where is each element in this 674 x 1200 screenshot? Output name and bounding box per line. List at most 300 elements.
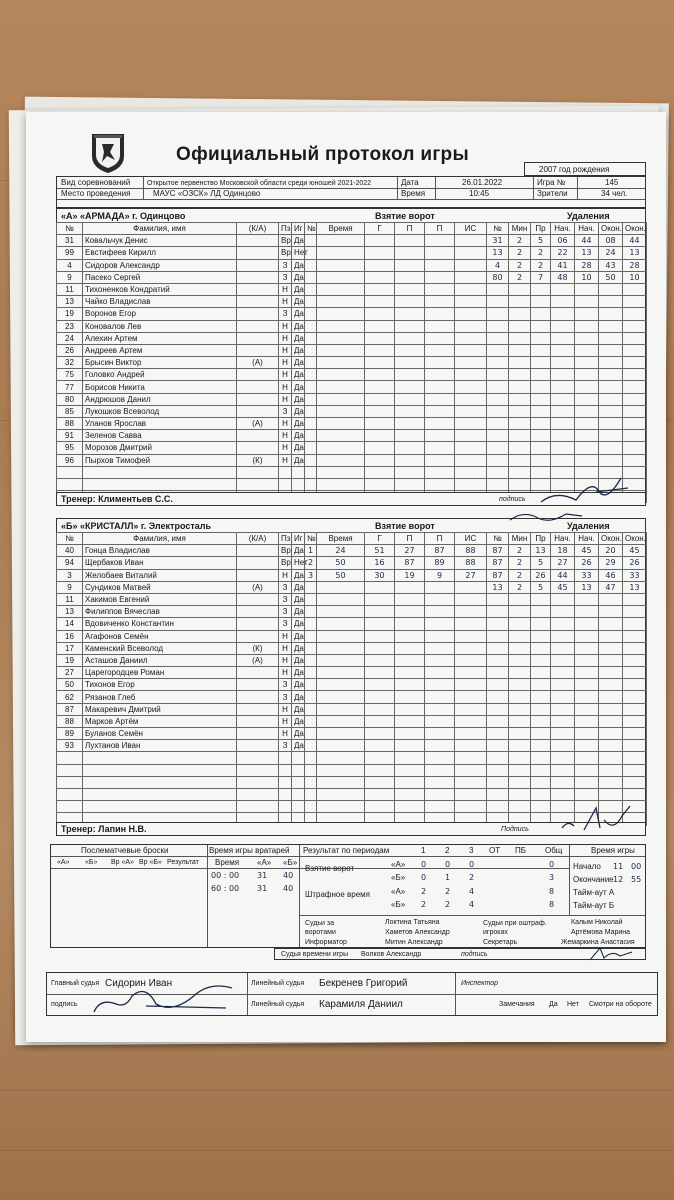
player-name: Щербаков Иван <box>83 557 237 569</box>
penalties-cell <box>599 332 623 344</box>
see-back-label: Смотри на обороте <box>589 1001 652 1008</box>
table-row <box>305 740 487 752</box>
penalties-cell: 2 <box>509 247 531 259</box>
period-col: 2 <box>445 846 450 855</box>
player-ka <box>237 320 279 332</box>
penalties-cell <box>487 332 509 344</box>
penalties-cell <box>531 393 551 405</box>
start-h: 11 <box>613 862 624 871</box>
penalties-cell <box>575 430 599 442</box>
penalties-cell <box>509 332 531 344</box>
goals-cell <box>395 593 425 605</box>
penalties-cell: 28 <box>575 259 599 271</box>
table-header-row <box>57 223 305 235</box>
table-row <box>57 630 305 642</box>
player-number: 95 <box>57 442 83 454</box>
penalties-cell <box>531 296 551 308</box>
table-row <box>487 752 647 764</box>
end-h: 12 <box>613 875 624 884</box>
table-row <box>487 569 647 581</box>
goals-cell <box>365 788 395 800</box>
player-plays <box>292 478 305 490</box>
player-plays: Да <box>292 593 305 605</box>
table-row <box>487 642 647 654</box>
table-row <box>487 296 647 308</box>
player-plays: Да <box>292 654 305 666</box>
penalties-cell <box>487 618 509 630</box>
penalties-cell <box>623 357 647 369</box>
player-ka <box>237 667 279 679</box>
penalties-cell <box>623 764 647 776</box>
player-ka <box>237 630 279 642</box>
penalties-cell <box>599 381 623 393</box>
penalties-cell: 5 <box>531 581 551 593</box>
col-start: Нач. <box>551 533 575 545</box>
player-number: 75 <box>57 369 83 381</box>
penalties-cell <box>551 405 575 417</box>
col-number: № <box>487 533 509 545</box>
goals-cell <box>317 593 365 605</box>
penalties-cell <box>575 776 599 788</box>
penalties-cell <box>551 618 575 630</box>
goals-cell <box>305 332 317 344</box>
table-row <box>57 642 305 654</box>
penalties-cell <box>487 430 509 442</box>
col-number: № <box>487 223 509 235</box>
goals-cell <box>365 235 395 247</box>
goals-cell <box>425 630 455 642</box>
penalties-cell <box>575 442 599 454</box>
player-plays: Да <box>292 545 305 557</box>
goals-cell <box>317 454 365 466</box>
penalties-cell: 13 <box>531 545 551 557</box>
penalties-cell: 50 <box>599 271 623 283</box>
period-col: ПБ <box>515 846 526 855</box>
penalties-cell <box>487 740 509 752</box>
goals-cell <box>317 740 365 752</box>
penalties-cell <box>551 728 575 740</box>
penalties-cell <box>599 430 623 442</box>
penalties-cell: 45 <box>623 545 647 557</box>
goals-cell <box>455 247 487 259</box>
yes-label: Да <box>549 1001 558 1008</box>
goals-cell: 27 <box>455 569 487 581</box>
team-a-title: «А» «АРМАДА» г. Одинцово <box>61 211 186 221</box>
player-plays: Да <box>292 430 305 442</box>
goals-cell <box>425 764 455 776</box>
goals-cell <box>425 776 455 788</box>
table-row <box>487 381 647 393</box>
player-ka <box>237 618 279 630</box>
goals-cell <box>455 630 487 642</box>
table-row <box>487 618 647 630</box>
player-name: Сундиков Матвей <box>83 581 237 593</box>
goals-cell <box>365 271 395 283</box>
player-plays: Да <box>292 381 305 393</box>
goals-cell <box>395 430 425 442</box>
table-row <box>487 393 647 405</box>
linesman-1: Бекренев Григорий <box>319 978 408 989</box>
player-position: Н <box>279 654 292 666</box>
penalties-cell <box>487 478 509 490</box>
table-row <box>57 259 305 271</box>
penalties-cell <box>575 308 599 320</box>
penalties-cell: 31 <box>487 235 509 247</box>
player-number: 27 <box>57 667 83 679</box>
shootout-col: «А» <box>57 859 70 866</box>
period-val: 1 <box>445 873 451 882</box>
table-row <box>305 679 487 691</box>
table-row <box>305 393 487 405</box>
goals-cell <box>365 691 395 703</box>
col-pz: Пз <box>279 533 292 545</box>
year-box <box>524 162 646 176</box>
penalties-cell <box>551 344 575 356</box>
penalties-cell: 24 <box>599 247 623 259</box>
player-plays: Да <box>292 259 305 271</box>
player-number: 77 <box>57 381 83 393</box>
goals-cell <box>305 296 317 308</box>
penalties-cell <box>487 381 509 393</box>
penalties-cell <box>575 788 599 800</box>
goals-cell <box>305 679 317 691</box>
goals-cell <box>455 703 487 715</box>
table-row <box>305 259 487 271</box>
penalties-cell <box>551 703 575 715</box>
period-val: 0 <box>445 860 451 869</box>
goals-cell <box>317 442 365 454</box>
goals-cell <box>305 393 317 405</box>
player-ka <box>237 801 279 813</box>
penalties-cell <box>551 430 575 442</box>
goals-cell <box>395 776 425 788</box>
penalties-cell <box>599 369 623 381</box>
player-position: З <box>279 271 292 283</box>
penalties-cell <box>531 283 551 295</box>
penalties-cell: 13 <box>487 581 509 593</box>
table-row <box>305 332 487 344</box>
start-label: Начало <box>573 862 601 871</box>
goals-cell <box>455 478 487 490</box>
goals-cell <box>425 715 455 727</box>
player-name: Уланов Ярослав <box>83 418 237 430</box>
penalties-cell <box>509 466 531 478</box>
penalties-cell <box>575 405 599 417</box>
table-row <box>57 752 305 764</box>
goals-cell <box>317 259 365 271</box>
player-plays <box>292 764 305 776</box>
goals-cell <box>365 283 395 295</box>
player-number <box>57 801 83 813</box>
player-number: 19 <box>57 654 83 666</box>
goals-cell <box>365 466 395 478</box>
player-name: Андрюшов Данил <box>83 393 237 405</box>
timekeeper-sign-label: подпись <box>461 951 488 958</box>
table-row <box>305 381 487 393</box>
goals-cell <box>305 606 317 618</box>
player-position: Н <box>279 283 292 295</box>
game-value: 145 <box>605 178 619 187</box>
penalties-cell <box>531 357 551 369</box>
penalties-cell <box>623 630 647 642</box>
goals-cell: 1 <box>305 545 317 557</box>
goals-cell <box>365 454 395 466</box>
table-row <box>487 776 647 788</box>
wood-grain <box>0 1150 674 1151</box>
table-row <box>487 545 647 557</box>
goals-cell <box>395 369 425 381</box>
table-row <box>57 606 305 618</box>
penalties-cell <box>487 320 509 332</box>
penalties-cell <box>623 308 647 320</box>
date-value: 26.01.2022 <box>462 178 503 187</box>
goals-cell <box>305 357 317 369</box>
player-position: З <box>279 679 292 691</box>
penalties-cell <box>509 296 531 308</box>
table-row <box>487 283 647 295</box>
penalties-cell <box>487 308 509 320</box>
table-row <box>57 235 305 247</box>
goals-cell: 50 <box>317 557 365 569</box>
penalties-cell <box>623 788 647 800</box>
penalties-cell <box>551 667 575 679</box>
penalties-cell <box>623 715 647 727</box>
table-row <box>487 654 647 666</box>
goals-cell <box>455 776 487 788</box>
table-row <box>305 430 487 442</box>
player-plays: Да <box>292 740 305 752</box>
table-row <box>57 740 305 752</box>
penalties-cell <box>531 679 551 691</box>
penalties-cell <box>623 332 647 344</box>
player-ka <box>237 405 279 417</box>
player-number <box>57 776 83 788</box>
goals-cell <box>425 801 455 813</box>
penalties-cell <box>575 654 599 666</box>
linesman-label: Линейный судья <box>251 1001 305 1008</box>
penalties-cell <box>575 393 599 405</box>
date-label: Дата <box>401 178 419 187</box>
penalties-cell <box>531 405 551 417</box>
penalties-cell: 43 <box>599 259 623 271</box>
penalties-cell <box>487 776 509 788</box>
penalties-cell <box>531 630 551 642</box>
goal-judge-1: Локтина Татьяна <box>385 919 440 926</box>
table-row <box>57 418 305 430</box>
goals-cell <box>395 606 425 618</box>
shootout-col: Результат <box>167 859 199 866</box>
penalties-cell <box>551 308 575 320</box>
goals-cell: 88 <box>455 545 487 557</box>
penalties-cell <box>623 296 647 308</box>
penalties-cell <box>531 715 551 727</box>
table-row <box>487 630 647 642</box>
goals-cell <box>365 801 395 813</box>
penalties-cell <box>531 606 551 618</box>
team-a-pen-title: Удаления <box>567 211 610 221</box>
player-ka <box>237 381 279 393</box>
goals-cell <box>395 405 425 417</box>
table-row <box>57 332 305 344</box>
period-total: 3 <box>549 873 555 882</box>
player-name: Рязанов Глеб <box>83 691 237 703</box>
penalties-cell <box>509 320 531 332</box>
penalties-cell <box>575 606 599 618</box>
end-label: Окончание <box>573 875 614 884</box>
goals-cell <box>395 581 425 593</box>
player-position: Н <box>279 296 292 308</box>
penalties-cell: 33 <box>575 569 599 581</box>
penalties-cell <box>509 776 531 788</box>
table-row <box>305 630 487 642</box>
goals-cell <box>425 320 455 332</box>
team-a-goals-title: Взятие ворот <box>375 211 435 221</box>
player-position <box>279 466 292 478</box>
table-row <box>57 296 305 308</box>
goals-cell <box>305 271 317 283</box>
penalties-cell <box>599 764 623 776</box>
table-row <box>57 618 305 630</box>
period-val: 0 <box>421 873 427 882</box>
goals-cell <box>365 418 395 430</box>
penalties-cell: 2 <box>509 271 531 283</box>
goals-cell <box>317 703 365 715</box>
goal-judges-label: Судьи за воротами <box>305 920 336 936</box>
penalties-cell: 13 <box>575 581 599 593</box>
table-row <box>57 478 305 490</box>
penalties-cell <box>575 344 599 356</box>
player-position: Н <box>279 430 292 442</box>
shield-logo-icon <box>90 130 126 174</box>
penalties-cell: 2 <box>509 545 531 557</box>
goals-cell <box>395 320 425 332</box>
team-b-sign-label: Подпись <box>501 826 529 833</box>
penalties-cell <box>487 654 509 666</box>
timekeeper-value: Волков Александр <box>361 951 422 958</box>
period-val: 4 <box>469 900 475 909</box>
penalties-cell <box>623 728 647 740</box>
penalties-cell <box>623 593 647 605</box>
table-row <box>57 247 305 259</box>
goals-cell <box>305 654 317 666</box>
penalties-cell <box>551 381 575 393</box>
timekeeper-signature-icon <box>586 944 636 964</box>
goals-cell <box>455 259 487 271</box>
goals-cell <box>425 430 455 442</box>
penalties-cell <box>531 740 551 752</box>
penalties-cell <box>531 788 551 800</box>
penalties-cell <box>531 442 551 454</box>
penalties-cell <box>623 430 647 442</box>
period-val: 2 <box>421 887 427 896</box>
table-row <box>487 691 647 703</box>
player-name <box>83 764 237 776</box>
goals-cell <box>455 308 487 320</box>
goals-cell <box>365 752 395 764</box>
player-position: Н <box>279 728 292 740</box>
player-plays: Да <box>292 418 305 430</box>
pim-row-label: Штрафное время <box>305 890 370 899</box>
penalties-cell: 13 <box>623 247 647 259</box>
penalties-cell: 13 <box>623 581 647 593</box>
goals-cell <box>317 642 365 654</box>
table-row <box>487 715 647 727</box>
remarks-label: Замечания <box>499 1001 535 1008</box>
table-row <box>487 369 647 381</box>
player-plays: Да <box>292 606 305 618</box>
penalties-cell <box>509 344 531 356</box>
penalties-cell: 45 <box>575 545 599 557</box>
penalties-cell <box>509 667 531 679</box>
table-row <box>57 381 305 393</box>
table-header-row <box>305 533 487 545</box>
gk-b: 40 <box>283 871 294 880</box>
goals-cell <box>395 466 425 478</box>
gk-col: Время <box>215 858 240 867</box>
goals-cell <box>317 691 365 703</box>
goals-cell <box>305 283 317 295</box>
goals-cell <box>317 606 365 618</box>
comp-value: Открытое первенство Московской области среди юношей 2021-2022 <box>147 180 372 187</box>
period-team: «Б» <box>391 900 406 909</box>
player-number: 4 <box>57 259 83 271</box>
goals-cell <box>305 405 317 417</box>
penalties-cell <box>551 654 575 666</box>
penalties-cell: 2 <box>509 235 531 247</box>
goals-cell <box>425 618 455 630</box>
penalties-cell <box>599 606 623 618</box>
penalties-cell <box>599 405 623 417</box>
penalties-cell: 20 <box>599 545 623 557</box>
penalties-cell <box>509 283 531 295</box>
goals-cell: 9 <box>425 569 455 581</box>
penalties-cell <box>623 654 647 666</box>
table-row <box>487 308 647 320</box>
penalties-cell: 29 <box>599 557 623 569</box>
penalties-cell <box>623 776 647 788</box>
player-name: Марков Артём <box>83 715 237 727</box>
gk-time: 60 : 00 <box>211 884 240 893</box>
goals-cell <box>425 332 455 344</box>
player-name <box>83 801 237 813</box>
goals-cell <box>395 478 425 490</box>
table-row <box>487 271 647 283</box>
table-row <box>487 728 647 740</box>
table-row <box>305 715 487 727</box>
player-number: 94 <box>57 557 83 569</box>
player-plays: Да <box>292 691 305 703</box>
table-row <box>305 308 487 320</box>
penalties-cell <box>575 332 599 344</box>
goals-cell <box>455 606 487 618</box>
player-position: З <box>279 259 292 271</box>
goals-cell <box>455 442 487 454</box>
penalties-cell <box>575 715 599 727</box>
player-ka: (А) <box>237 654 279 666</box>
goals-cell <box>365 442 395 454</box>
goals-cell <box>395 357 425 369</box>
goals-cell: 88 <box>455 557 487 569</box>
player-position <box>279 776 292 788</box>
penalties-cell <box>551 642 575 654</box>
table-row <box>487 557 647 569</box>
goals-cell <box>425 606 455 618</box>
penalties-cell <box>531 752 551 764</box>
col-situation: ИС <box>455 223 487 235</box>
goals-cell: 30 <box>365 569 395 581</box>
penalties-cell <box>623 740 647 752</box>
penalties-cell <box>575 357 599 369</box>
